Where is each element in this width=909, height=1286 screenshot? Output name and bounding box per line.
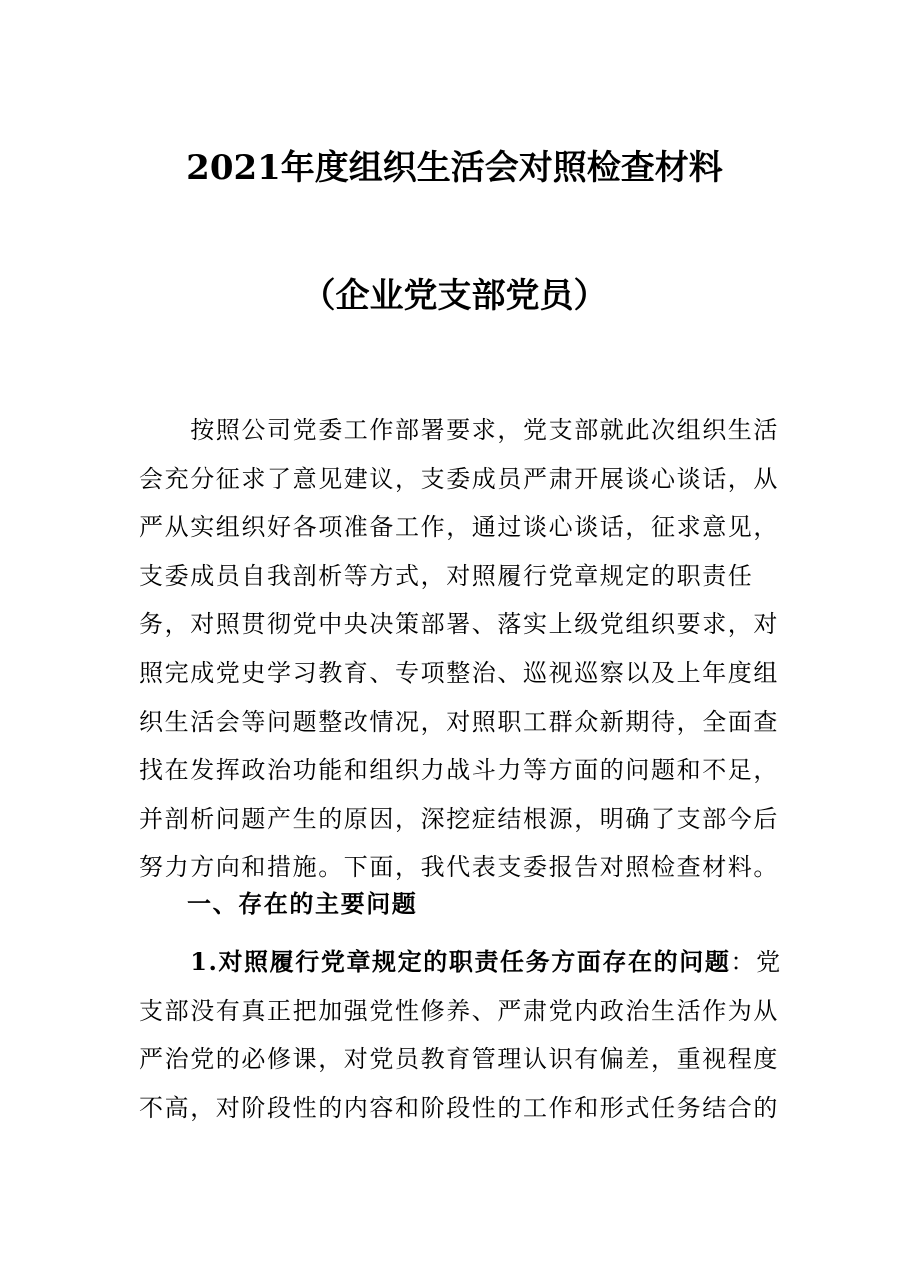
intro-line: 照完成党史学习教育、专项整治、巡视巡察以及上年度组 [139,658,779,687]
item1-line: 支部没有真正把加强党性修养、严肃党内政治生活作为从 [139,996,779,1025]
document-title: 2021年度组织生活会对照检查材料 [186,148,723,188]
item1-paragraph [139,938,782,1132]
intro-line: 按照公司党委工作部署要求，党支部就此次组织生活 [139,416,779,444]
intro-line: 织生活会等问题整改情况，对照职工群众新期待，全面查 [139,707,779,736]
intro-line: 务，对照贯彻党中央决策部署、落实上级党组织要求，对 [139,610,779,639]
intro-paragraph [139,406,779,892]
item1-first-tail: ：党 [730,948,782,976]
intro-line: 严从实组织好各项准备工作，通过谈心谈话，征求意见， [139,513,779,542]
section-heading: 一、存在的主要问题 [187,889,418,918]
intro-line: 会充分征求了意见建议，支委成员严肃开展谈心谈话，从 [139,464,779,493]
item1-heading: 1.对照履行党章规定的职责任务方面存在的问题 [190,947,731,976]
intro-line: 支委成员自我剖析等方式，对照履行党章规定的职责任 [139,561,754,590]
document-subtitle: （企业党支部党员） [301,276,608,316]
item1-first-line [139,938,782,987]
intro-line: 并剖析问题产生的原因，深挖症结根源，明确了支部今后 [139,804,779,833]
intro-line: 找在发挥政治功能和组织力战斗力等方面的问题和不足， [139,756,779,785]
item1-line: 不高，对阶段性的内容和阶段性的工作和形式任务结合的 [139,1093,779,1122]
item1-line: 严治党的必修课，对党员教育管理认识有偏差，重视程度 [139,1045,779,1074]
intro-line: 努力方向和措施。下面，我代表支委报告对照检查材料。 [139,853,779,882]
